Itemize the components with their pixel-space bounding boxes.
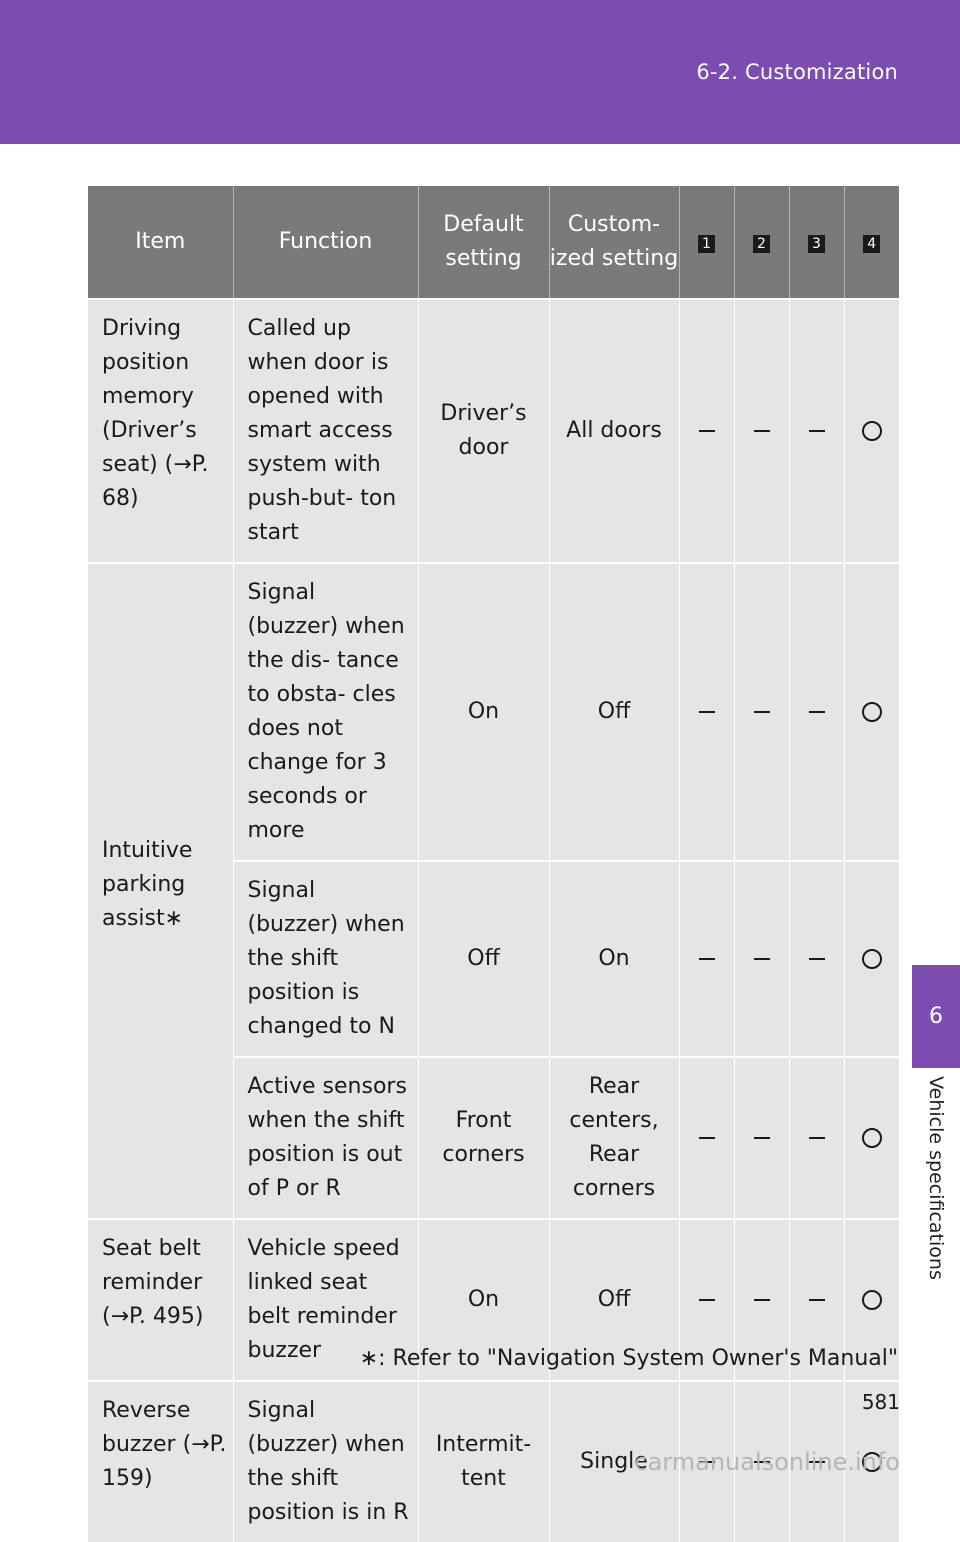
header-customized-setting: Custom- ized setting — [549, 186, 679, 299]
mark-cell — [734, 1057, 789, 1219]
chapter-tab: 6 — [912, 965, 960, 1068]
table-row — [88, 563, 899, 861]
mark-cell — [679, 1057, 734, 1219]
circle-mark — [862, 1290, 882, 1310]
default-cell: On — [418, 1219, 549, 1381]
watermark: carmanualsonline.info — [634, 1448, 900, 1476]
function-cell: Signal (buzzer) when the shift position is changed to N — [233, 861, 418, 1057]
header-default-setting: Default setting — [418, 186, 549, 299]
default-cell: Off — [418, 861, 549, 1057]
table-header-row — [88, 186, 899, 299]
dash-mark — [809, 958, 825, 960]
dash-mark — [754, 958, 770, 960]
mark-cell — [844, 299, 899, 563]
dash-mark — [754, 1299, 770, 1301]
mark-cell — [844, 563, 899, 861]
item-cell: Reverse buzzer (→P. 159) — [88, 1381, 233, 1542]
mark-cell — [734, 861, 789, 1057]
circle-mark — [862, 949, 882, 969]
mark-cell — [789, 299, 844, 563]
header-col-3 — [789, 186, 844, 299]
default-cell: Intermit- tent — [418, 1381, 549, 1542]
customization-table — [88, 186, 899, 1542]
table-row — [88, 299, 899, 563]
customized-cell: Rear centers, Rear corners — [549, 1057, 679, 1219]
dash-mark — [754, 430, 770, 432]
function-cell: Active sensors when the shift position is out of P or R — [233, 1057, 418, 1219]
dash-mark — [699, 1299, 715, 1301]
customized-cell: Single — [549, 1381, 679, 1542]
mark-cell — [789, 861, 844, 1057]
circle-mark — [862, 702, 882, 722]
col-2-badge: 2 — [753, 235, 770, 253]
item-cell: Seat belt reminder (→P. 495) — [88, 1219, 233, 1381]
header-col-2 — [734, 186, 789, 299]
function-cell: Signal (buzzer) when the dis- tance to obsta- cles does not change for 3 seconds or more — [233, 563, 418, 861]
header-function: Function — [233, 186, 418, 299]
chapter-label: Vehicle specifications — [925, 1076, 947, 1280]
mark-cell — [844, 1057, 899, 1219]
item-cell: Driving position memory (Driver’s seat) (→P. 68) — [88, 299, 233, 563]
default-cell: On — [418, 563, 549, 861]
function-cell: Vehicle speed linked seat belt reminder buzzer — [233, 1219, 418, 1381]
mark-cell — [734, 299, 789, 563]
circle-mark — [862, 1128, 882, 1148]
dash-mark — [754, 1137, 770, 1139]
header-col-4 — [844, 186, 899, 299]
dash-mark — [754, 711, 770, 713]
customized-cell: Off — [549, 563, 679, 861]
dash-mark — [809, 711, 825, 713]
col-1-badge: 1 — [698, 235, 715, 253]
function-cell: Called up when door is opened with smart access system with push-but- ton start — [233, 299, 418, 563]
circle-mark — [862, 421, 882, 441]
dash-mark — [809, 1299, 825, 1301]
col-3-badge: 3 — [808, 235, 825, 253]
mark-cell — [734, 563, 789, 861]
function-cell: Signal (buzzer) when the shift position is in R — [233, 1381, 418, 1542]
default-cell: Driver’s door — [418, 299, 549, 563]
mark-cell — [679, 861, 734, 1057]
footnote: ∗: Refer to "Navigation System Owner's Manual" — [359, 1346, 898, 1371]
mark-cell — [789, 1057, 844, 1219]
dash-mark — [699, 430, 715, 432]
customized-cell: On — [549, 861, 679, 1057]
section-title: 6-2. Customization — [696, 60, 898, 84]
col-4-badge: 4 — [863, 235, 880, 253]
header-col-1 — [679, 186, 734, 299]
customized-cell: Off — [549, 1219, 679, 1381]
mark-cell — [844, 861, 899, 1057]
header-item: Item — [88, 186, 233, 299]
dash-mark — [809, 1137, 825, 1139]
customized-cell: All doors — [549, 299, 679, 563]
dash-mark — [699, 1137, 715, 1139]
dash-mark — [699, 711, 715, 713]
dash-mark — [809, 430, 825, 432]
mark-cell — [679, 563, 734, 861]
page-number: 581 — [861, 1390, 900, 1414]
dash-mark — [699, 958, 715, 960]
mark-cell — [789, 563, 844, 861]
mark-cell — [679, 299, 734, 563]
item-cell: Intuitive parking assist∗ — [88, 563, 233, 1219]
default-cell: Front corners — [418, 1057, 549, 1219]
